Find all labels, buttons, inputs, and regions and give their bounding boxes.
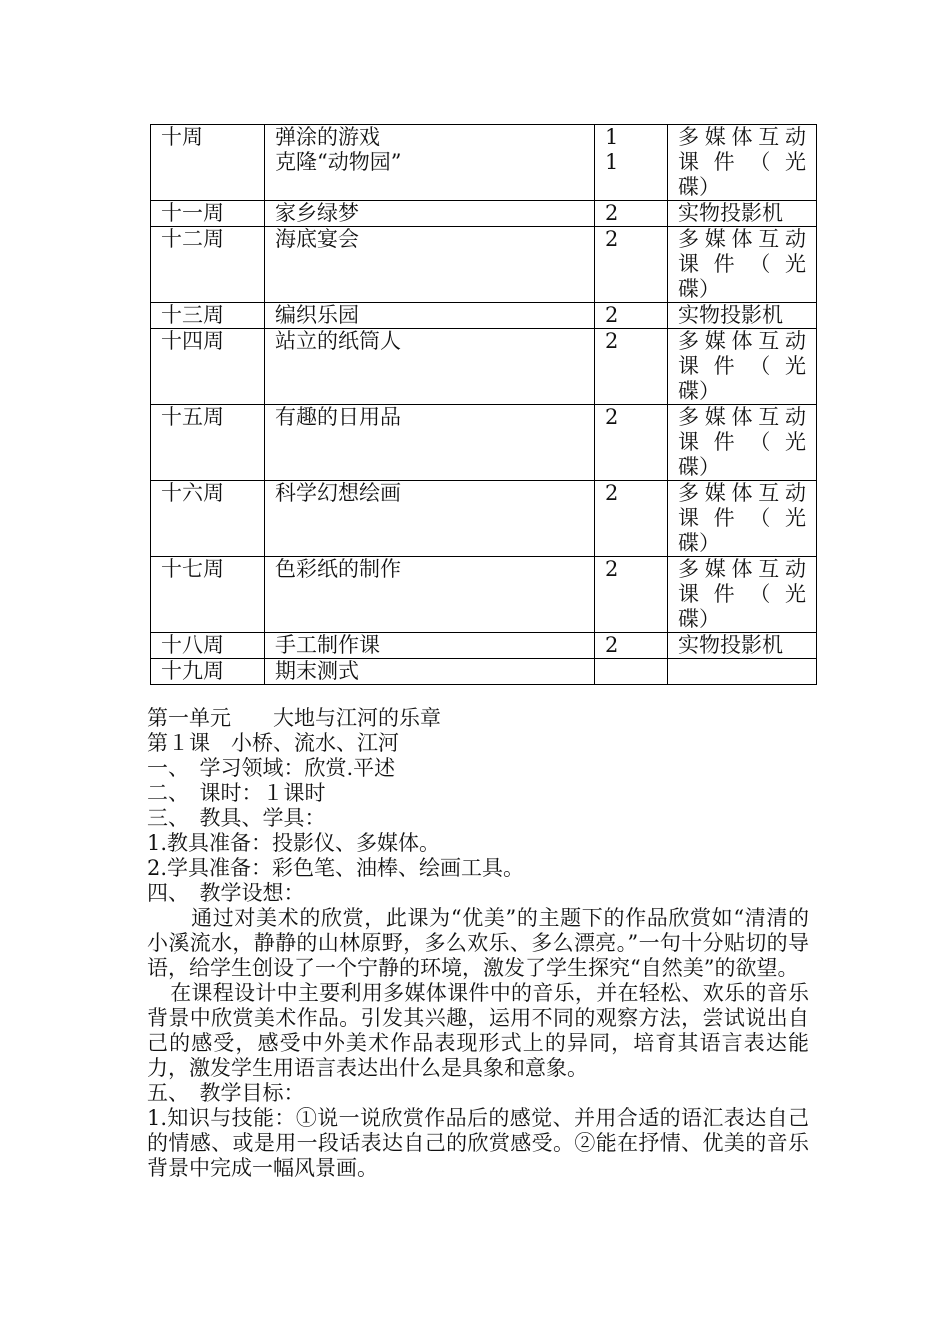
tools-line: 碟） xyxy=(678,455,720,479)
week-cell xyxy=(151,125,265,201)
table-row xyxy=(151,227,817,303)
tools-line: 碟） xyxy=(678,607,720,631)
tools-line: 课件（光 xyxy=(678,506,806,530)
lesson-name: 家乡绿梦 xyxy=(275,201,359,225)
hours-cell xyxy=(595,481,668,557)
week-cell xyxy=(151,303,265,329)
lesson-cell xyxy=(265,303,595,329)
week-label: 十周 xyxy=(161,125,203,149)
tools-line: 课件（光 xyxy=(678,354,806,378)
goal-knowledge-skills: 1.知识与技能：①说一说欣赏作品后的感觉、并用合适的语汇表达自己的情感、或是用一段话表达自己的欣赏感受。②能在抒情、优美的音乐背景中完成一幅风景画。 xyxy=(147,1106,809,1180)
hours-value: 2 xyxy=(605,201,619,225)
tools-cell xyxy=(668,557,817,633)
table-row xyxy=(151,125,817,201)
tools-line: 碟） xyxy=(678,175,720,199)
lesson-title: 第１课 小桥、流水、江河 xyxy=(147,731,399,755)
lesson-name: 科学幻想绘画 xyxy=(275,481,401,505)
week-cell xyxy=(151,481,265,557)
hours-value: 2 xyxy=(605,633,619,657)
lesson-cell xyxy=(265,227,595,303)
lesson-cell xyxy=(265,125,595,201)
tools-line: 实物投影机 xyxy=(678,303,783,327)
unit-title: 第一单元 大地与江河的乐章 xyxy=(147,706,441,730)
tools-line: 多媒体互动 xyxy=(678,125,806,149)
week-label: 十八周 xyxy=(161,633,224,657)
hours-cell xyxy=(595,557,668,633)
tools-line: 课件（光 xyxy=(678,252,806,276)
table-row xyxy=(151,481,817,557)
schedule-table-body xyxy=(151,125,817,685)
table-row xyxy=(151,405,817,481)
week-label: 十六周 xyxy=(161,481,224,505)
design-paragraph-1: 通过对美术的欣赏，此课为“优美”的主题下的作品欣赏如“清清的小溪流水，静静的山林原野，多么欢乐、多么漂亮。”一句十分贴切的导语，给学生创设了一个宁静的环境，激发了学生探究“自然美”的欲望。 xyxy=(147,906,809,980)
lesson-cell xyxy=(265,481,595,557)
week-label: 十五周 xyxy=(161,405,224,429)
hours-value: 1 xyxy=(605,125,619,149)
tools-cell xyxy=(668,125,817,201)
tools-line: 实物投影机 xyxy=(678,201,783,225)
lesson-name: 编织乐园 xyxy=(275,303,359,327)
tools-cell xyxy=(668,227,817,303)
week-cell xyxy=(151,329,265,405)
lesson-name: 有趣的日用品 xyxy=(275,405,401,429)
tools-line: 课件（光 xyxy=(678,150,806,174)
teacher-tools-item: 1.教具准备：投影仪、多媒体。 xyxy=(147,831,441,855)
tools-line: 多媒体互动 xyxy=(678,405,806,429)
table-row xyxy=(151,201,817,227)
tools-line: 多媒体互动 xyxy=(678,329,806,353)
hours-cell xyxy=(595,125,668,201)
week-label: 十四周 xyxy=(161,329,224,353)
lesson-cell xyxy=(265,633,595,659)
week-cell xyxy=(151,659,265,685)
hours-cell xyxy=(595,659,668,685)
table-row xyxy=(151,303,817,329)
week-label: 十九周 xyxy=(161,659,224,683)
lesson-name: 色彩纸的制作 xyxy=(275,557,401,581)
lesson-cell xyxy=(265,557,595,633)
section-teaching-tools: 三、 教具、学具： xyxy=(147,806,326,830)
lesson-cell xyxy=(265,659,595,685)
tools-line: 碟） xyxy=(678,379,720,403)
design-paragraph-2: 在课程设计中主要利用多媒体课件中的音乐，并在轻松、欢乐的音乐背景中欣赏美术作品。引发其兴趣，运用不同的观察方法，尝试说出自己的感受，感受中外美术作品表现形式上的异同，培育其语言表达能力，激发学生用语言表达出什么是具象和意象。 xyxy=(147,981,809,1080)
table-row xyxy=(151,557,817,633)
schedule-table xyxy=(150,124,817,685)
table-row xyxy=(151,329,817,405)
week-cell xyxy=(151,227,265,303)
lesson-name: 站立的纸筒人 xyxy=(275,329,401,353)
student-tools-item: 2.学具准备：彩色笔、油棒、绘画工具。 xyxy=(147,856,525,880)
tools-cell xyxy=(668,405,817,481)
hours-value: 2 xyxy=(605,557,619,581)
tools-line: 课件（光 xyxy=(678,430,806,454)
lesson-cell xyxy=(265,201,595,227)
document-body xyxy=(147,706,809,1181)
tools-cell xyxy=(668,201,817,227)
lesson-cell xyxy=(265,329,595,405)
tools-cell xyxy=(668,633,817,659)
section-learning-area: 一、 学习领域：欣赏.平述 xyxy=(147,756,396,780)
week-label: 十二周 xyxy=(161,227,224,251)
lesson-cell xyxy=(265,405,595,481)
week-cell xyxy=(151,633,265,659)
week-label: 十三周 xyxy=(161,303,224,327)
lesson-name: 手工制作课 xyxy=(275,633,380,657)
table-row xyxy=(151,659,817,685)
hours-cell xyxy=(595,227,668,303)
week-label: 十七周 xyxy=(161,557,224,581)
hours-value: 2 xyxy=(605,329,619,353)
hours-value: 2 xyxy=(605,303,619,327)
hours-cell xyxy=(595,633,668,659)
section-teaching-design: 四、 教学设想： xyxy=(147,881,305,905)
tools-line: 课件（光 xyxy=(678,582,806,606)
week-cell xyxy=(151,557,265,633)
hours-cell xyxy=(595,201,668,227)
section-teaching-goals: 五、 教学目标： xyxy=(147,1081,305,1105)
tools-cell xyxy=(668,481,817,557)
lesson-name: 海底宴会 xyxy=(275,227,359,251)
tools-line: 碟） xyxy=(678,531,720,555)
hours-cell xyxy=(595,405,668,481)
tools-line: 多媒体互动 xyxy=(678,481,806,505)
lesson-name: 期末测式 xyxy=(275,659,359,683)
hours-cell xyxy=(595,329,668,405)
tools-cell xyxy=(668,329,817,405)
hours-cell xyxy=(595,303,668,329)
hours-value: 2 xyxy=(605,481,619,505)
tools-line: 多媒体互动 xyxy=(678,557,806,581)
hours-value: 2 xyxy=(605,405,619,429)
tools-line: 碟） xyxy=(678,277,720,301)
table-row xyxy=(151,633,817,659)
hours-value: 2 xyxy=(605,227,619,251)
tools-line: 实物投影机 xyxy=(678,633,783,657)
section-class-hours: 二、 课时：１课时 xyxy=(147,781,326,805)
lesson-name: 弹涂的游戏 xyxy=(275,125,380,149)
week-label: 十一周 xyxy=(161,201,224,225)
tools-cell xyxy=(668,303,817,329)
tools-cell xyxy=(668,659,817,685)
week-cell xyxy=(151,405,265,481)
week-cell xyxy=(151,201,265,227)
hours-value: 1 xyxy=(605,150,619,174)
lesson-name: 克隆“动物园” xyxy=(275,150,402,174)
tools-line: 多媒体互动 xyxy=(678,227,806,251)
